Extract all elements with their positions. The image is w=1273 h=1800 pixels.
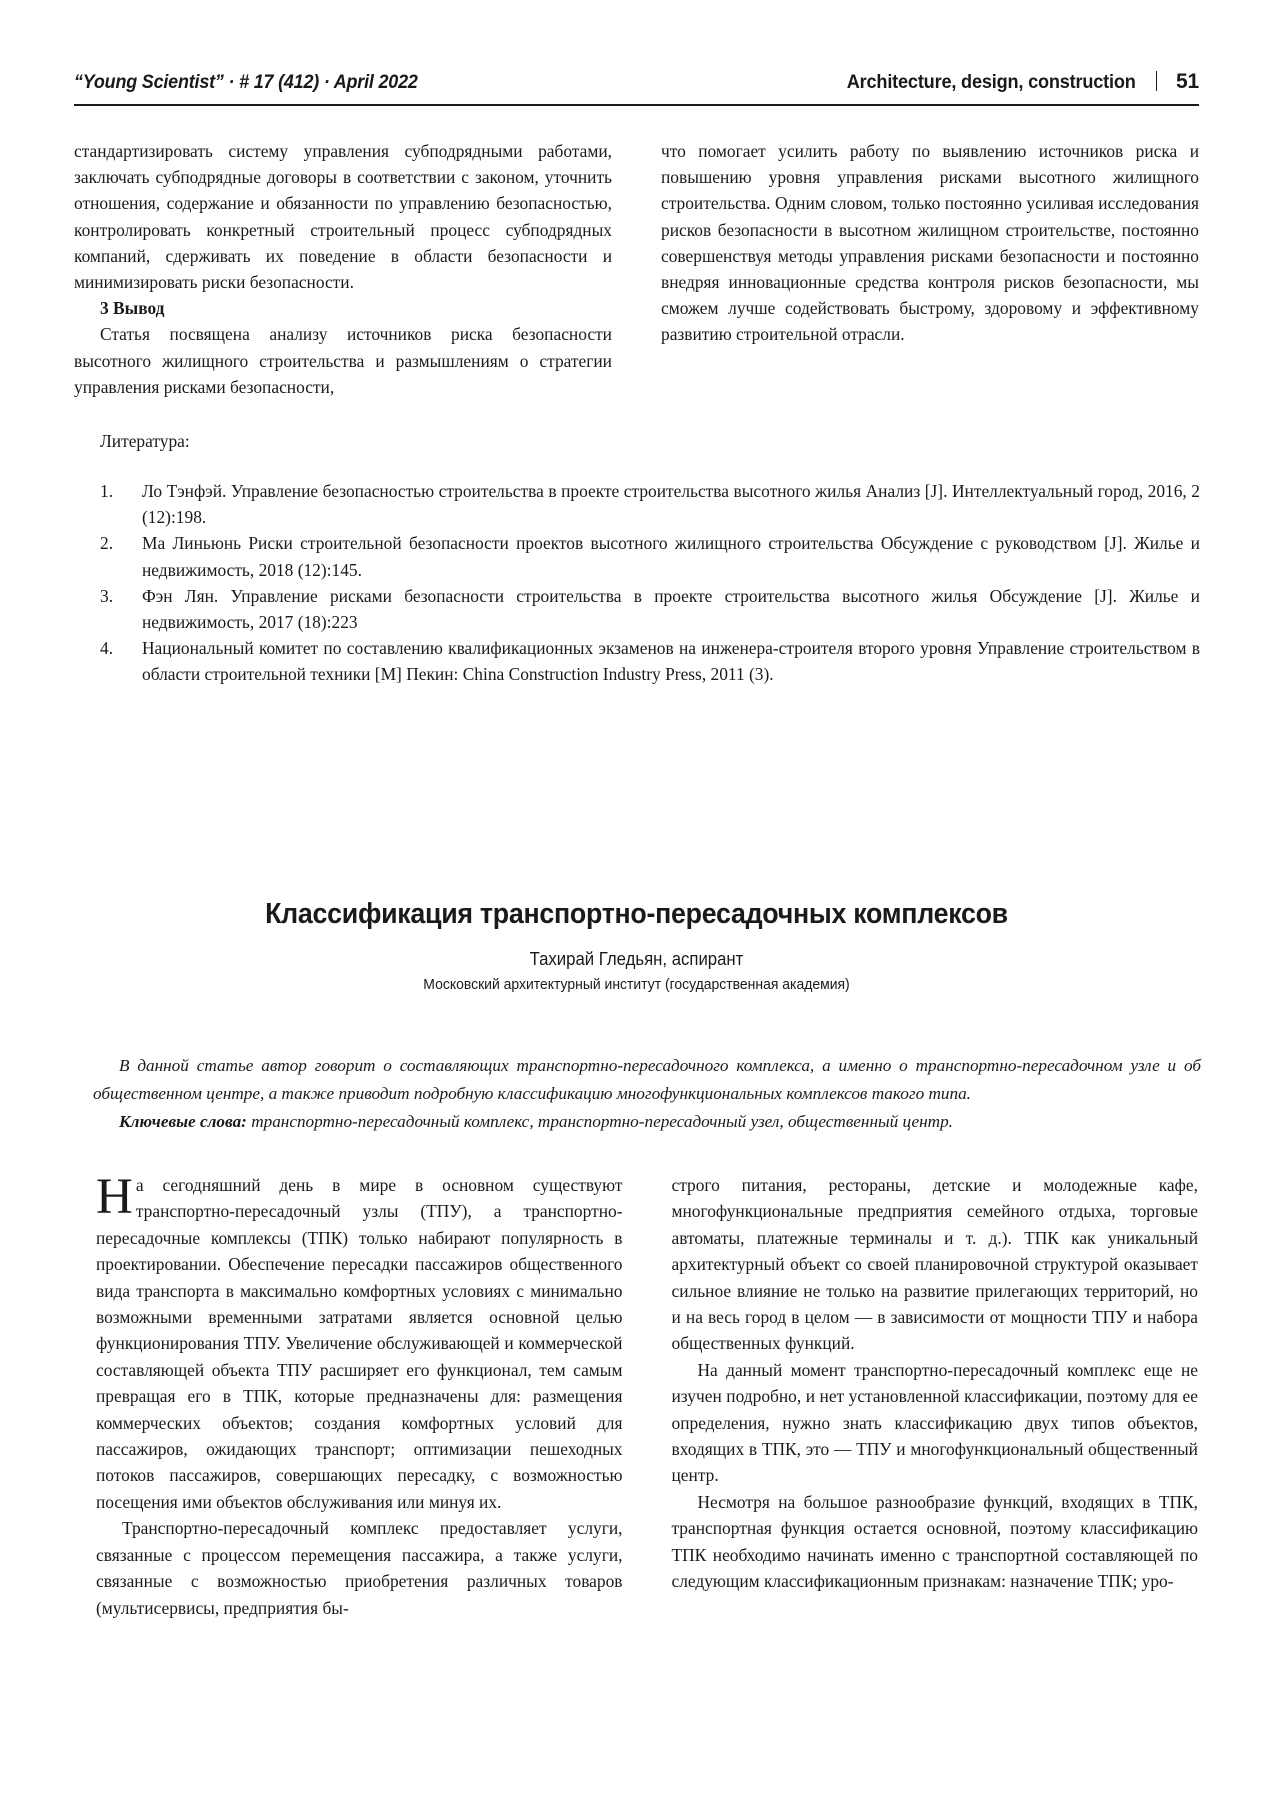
list-item	[100, 635, 1200, 687]
article-body-columns	[96, 1169, 1198, 1621]
page-number: 51	[1176, 70, 1199, 93]
header-rule	[74, 104, 1199, 106]
body-paragraph-first-text: а сегодняшний день в мире в основном существуют транспортно-пересадочный узлы (ТПУ), а транспортно-пересадочные комплексы (ТПК) только набирают популярность в проектировании. Обеспечение пересадки пассажиров общественного вида транспорта в максимально комфортных условиях с минимально возможными временными затратами является основной целью функционирования ТПУ. Увеличение обслуживающей и коммерческой составляющей объекта ТПУ расширяет его функционал, тем самым превращая его в ТПК, которые предназначены для: размещения коммерческих объектов; создания комфортных условий для пассажиров, ожидающих транспорт; оптимизации пешеходных потоков пассажиров, совершающих пересадку, с возможностью посещения ими объектов обслуживания или минуя их.	[96, 1175, 623, 1512]
literature-section	[100, 428, 1200, 688]
keywords-line	[93, 1108, 1201, 1136]
body-paragraph-first	[96, 1169, 623, 1515]
body-left-column	[96, 1169, 623, 1621]
reference-number: 1.	[100, 481, 114, 501]
reference-text: Ма Линьюнь Риски строительной безопасности проектов высотного жилищного строительства Обсуждение с руководством [J]. Жилье и недвижимость, 2018 (12):145.	[142, 533, 1200, 580]
body-paragraph: На данный момент транспортно-пересадочный комплекс еще не изучен подробно, и нет установленной классификации, поэтому для ее определения, нужно знать классификацию двух типов объектов, входящих в ТПК, это — ТПУ и многофункциональный общественный центр.	[671, 1359, 1198, 1486]
keywords-label: Ключевые слова:	[119, 1112, 247, 1131]
body-paragraph: Транспортно-пересадочный комплекс предоставляет услуги, связанные с процессом перемещения пассажира, а также услуги, связанные с возможностью приобретения различных товаров (мультисервисы, предприятия бы-	[96, 1518, 623, 1618]
reference-text: Фэн Лян. Управление рисками безопасности строительства в проекте строительства высотного жилья Обсуждение [J]. Жилье и недвижимость, 2017 (18):223	[142, 585, 1200, 633]
running-head	[74, 68, 1199, 94]
literature-heading: Литература:	[100, 431, 190, 451]
article-author: Тахирай Гледьян, аспирант	[529, 949, 744, 969]
list-item	[100, 478, 1200, 530]
running-head-journal: “Young Scientist” · # 17 (412) · April 2022	[74, 71, 418, 93]
continued-paragraph-right: что помогает усилить работу по выявлению источников риска и повышению уровня управления рисками высотного жилищного строительства. Одним словом, только постоянно усиливая исследования рисков безопасности в высотном жилищном строительстве, постоянно совершенствуя методы управления рисками безопасности и постоянно внедряя инновационные средства контроля рисков безопасности, мы сможем лучше содействовать быстрому, здоровому и эффективному развитию строительной отрасли.	[661, 141, 1199, 345]
conclusion-paragraph: Статья посвящена анализу источников риска безопасности высотного жилищного строительства и размышлениям о стратегии управления рисками безопасности,	[74, 324, 612, 397]
continued-paragraph: стандартизировать систему управления субподрядными работами, заключать субподрядные договоры в соответствии с законом, уточнить отношения, содержание и обязанности по управлению безопасностью, контролировать конкретный строительный процесс субподрядных компаний, сдерживать их поведение в области безопасности и минимизировать риски безопасности.	[74, 141, 612, 293]
list-item	[100, 530, 1200, 582]
continued-left-column	[74, 138, 612, 400]
reference-text: Национальный комитет по составлению квалификационных экзаменов на инженера-строителя второго уровня Управление строительством в области строительной техники [M] Пекин: China Construction Industry Press, 2011 (3).	[142, 638, 1200, 685]
reference-text: Ло Тэнфэй. Управление безопасностью строительства в проекте строительства высотного жилья Анализ [J]. Интеллектуальный город, 2016, 2 (12):198.	[142, 481, 1200, 528]
reference-number: 3.	[100, 585, 114, 606]
body-paragraph: строго питания, рестораны, детские и молодежные кафе, многофункциональные предприятия семейного отдыха, торговые автоматы, платежные терминалы и т. д.). ТПК как уникальный архитектурный объект со своей планировочной структурой оказывает сильное влияние не только на развитие прилегающих территорий, но и на весь город в целом — в зависимости от мощности ТПУ и набора общественных функций.	[671, 1175, 1198, 1354]
abstract-text: В данной статье автор говорит о составляющих транспортно-пересадочного комплекса, а именно о транспортно-пересадочном узле и об общественном центре, а также приводит подробную классификацию многофункциональных комплексов такого типа.	[93, 1056, 1201, 1103]
running-head-right	[825, 68, 1199, 94]
running-head-divider	[1156, 71, 1157, 91]
continued-article-columns	[74, 138, 1199, 400]
continued-right-column	[661, 138, 1199, 400]
body-paragraph: Несмотря на большое разнообразие функций, входящих в ТПК, транспортная функция остается основной, поэтому классификацию ТПК необходимо начинать именно с транспортной составляющей по следующим классификационным признакам: назначение ТПК; уро-	[671, 1491, 1198, 1592]
reference-number: 2.	[100, 533, 114, 554]
article-title: Классификация транспортно-пересадочных комплексов	[265, 898, 1008, 930]
conclusion-heading: 3 Вывод	[100, 298, 165, 319]
running-head-section: Architecture, design, construction	[847, 71, 1136, 93]
literature-list	[100, 478, 1200, 688]
list-item	[100, 583, 1200, 635]
drop-cap: Н	[96, 1169, 133, 1225]
reference-number: 4.	[100, 638, 114, 659]
body-right-column	[672, 1172, 1199, 1621]
keywords-text: транспортно-пересадочный комплекс, транспортно-пересадочный узел, общественный центр.	[246, 1112, 953, 1131]
abstract-block	[93, 1052, 1201, 1136]
article-affiliation: Московский архитектурный институт (государственная академия)	[423, 976, 850, 993]
